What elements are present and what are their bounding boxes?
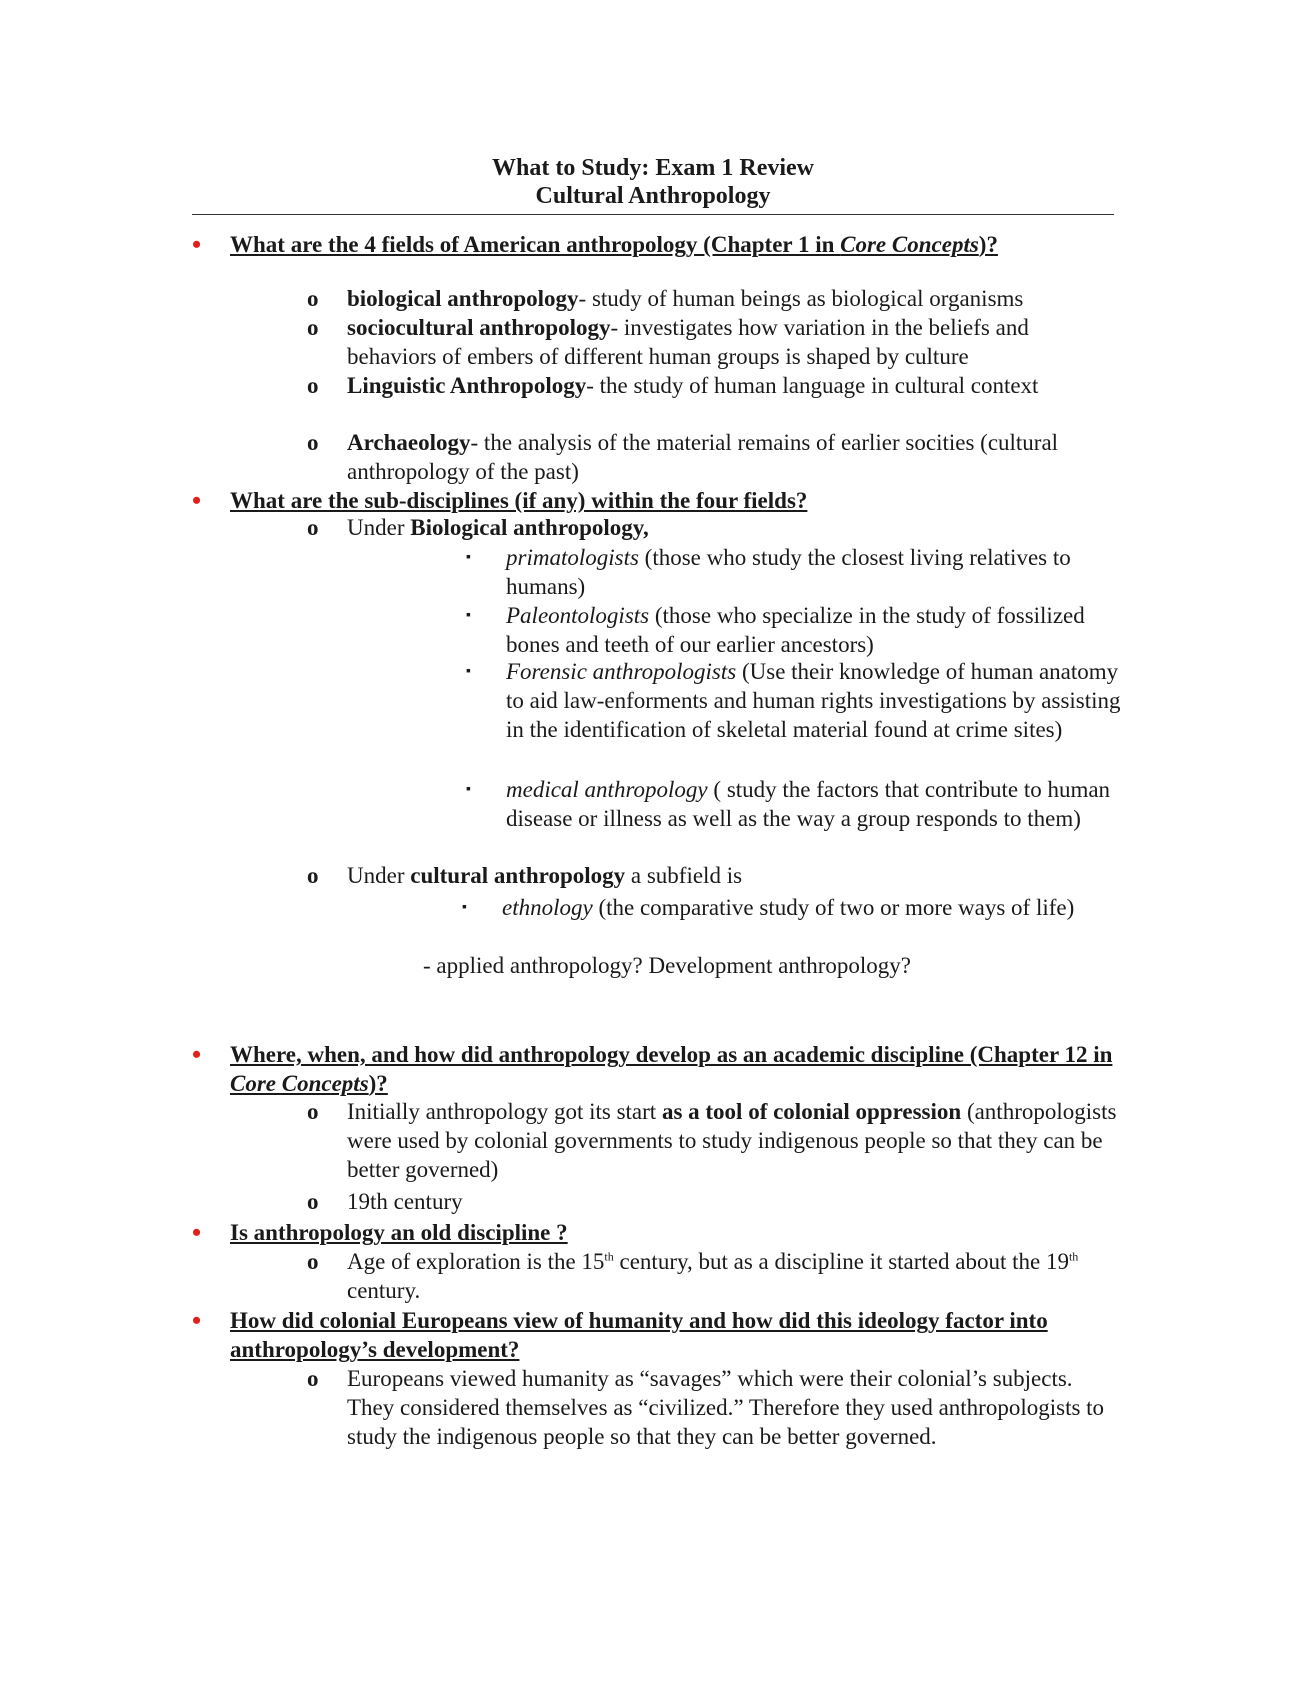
title-divider xyxy=(192,214,1114,215)
circle-bullet-icon: o xyxy=(307,430,319,455)
question-2 xyxy=(192,486,1122,515)
circle-bullet-icon: o xyxy=(307,1099,319,1124)
question-5-text: How did colonial Europeans view of humanity and how did this ideology factor into anthropology’s development? xyxy=(230,1308,1048,1362)
title-line-1: What to Study: Exam 1 Review xyxy=(492,155,814,181)
question-1 xyxy=(192,230,1122,259)
question-1-text: What are the 4 fields of American anthropology (Chapter 1 in Core Concepts)? xyxy=(230,232,998,257)
field-item: o biological anthropology- study of human beings as biological organisms xyxy=(307,286,1024,311)
subfield-group-cultural: o Under cultural anthropology a subfield is xyxy=(307,863,743,888)
answer-item: o Age of exploration is the 15th century, but as a discipline it started about the 19th century. xyxy=(307,1249,1079,1303)
answer-item: o Initially anthropology got its start as a tool of colonial oppression (anthropologists were used by colonial governments to study indigenous people so that they can be better governed) xyxy=(307,1099,1117,1182)
square-bullet-icon: ▪ xyxy=(466,782,471,797)
subfield-item: ▪ Forensic anthropologists (Use their knowledge of human anatomy to aid law-enforments and human rights investigations by assisting in the identification of skeletal material found at crime sites) xyxy=(466,659,1121,742)
square-bullet-icon: ▪ xyxy=(466,664,471,679)
square-bullet-icon: ▪ xyxy=(466,608,471,623)
subfield-group-biological: o Under Biological anthropology, xyxy=(307,515,649,540)
subfield-item: ▪ Paleontologists (those who specialize in the study of fossilized bones and teeth of our earlier ancestors) xyxy=(466,603,1085,657)
answer-item: o 19th century xyxy=(307,1189,463,1214)
red-bullet-icon: • xyxy=(192,1218,202,1247)
red-bullet-icon: • xyxy=(192,1040,202,1069)
question-4-text: Is anthropology an old discipline ? xyxy=(230,1220,568,1245)
answer-item: o Europeans viewed humanity as “savages” which were their colonial’s subjects. They considered themselves as “civilized.” Therefore they used anthropologists to study the indigenous people so that they can be better governed. xyxy=(307,1366,1105,1449)
circle-bullet-icon: o xyxy=(307,373,319,398)
circle-bullet-icon: o xyxy=(307,1249,319,1274)
circle-bullet-icon: o xyxy=(307,286,319,311)
red-bullet-icon: • xyxy=(192,1306,202,1335)
subfield-note: - applied anthropology? Development anthropology? xyxy=(423,953,911,978)
question-5 xyxy=(192,1306,1122,1364)
document-title xyxy=(192,154,1114,210)
field-item: o sociocultural anthropology- investigates how variation in the beliefs and behaviors of embers of different human groups is shaped by culture xyxy=(307,315,1029,369)
question-3 xyxy=(192,1040,1122,1098)
square-bullet-icon: ▪ xyxy=(462,900,467,915)
square-bullet-icon: ▪ xyxy=(466,550,471,565)
circle-bullet-icon: o xyxy=(307,863,319,888)
subfield-item: ▪ medical anthropology ( study the factors that contribute to human disease or illness as well as the way a group responds to them) xyxy=(466,777,1111,831)
circle-bullet-icon: o xyxy=(307,1189,319,1214)
subfield-item: ▪ ethnology (the comparative study of two or more ways of life) xyxy=(462,895,1075,920)
question-4 xyxy=(192,1218,1122,1247)
circle-bullet-icon: o xyxy=(307,1366,319,1391)
title-line-2: Cultural Anthropology xyxy=(535,183,771,209)
red-bullet-icon: • xyxy=(192,486,202,515)
question-2-text: What are the sub-disciplines (if any) within the four fields? xyxy=(230,488,808,513)
circle-bullet-icon: o xyxy=(307,515,319,540)
field-item: o Archaeology- the analysis of the material remains of earlier socities (cultural anthropology of the past) xyxy=(307,430,1059,484)
red-bullet-icon: • xyxy=(192,230,202,259)
field-item: o Linguistic Anthropology- the study of human language in cultural context xyxy=(307,373,1039,398)
question-3-text: Where, when, and how did anthropology develop as an academic discipline (Chapter 12 in Core Concepts)? xyxy=(230,1042,1113,1096)
subfield-item: ▪ primatologists (those who study the closest living relatives to humans) xyxy=(466,545,1071,599)
circle-bullet-icon: o xyxy=(307,315,319,340)
